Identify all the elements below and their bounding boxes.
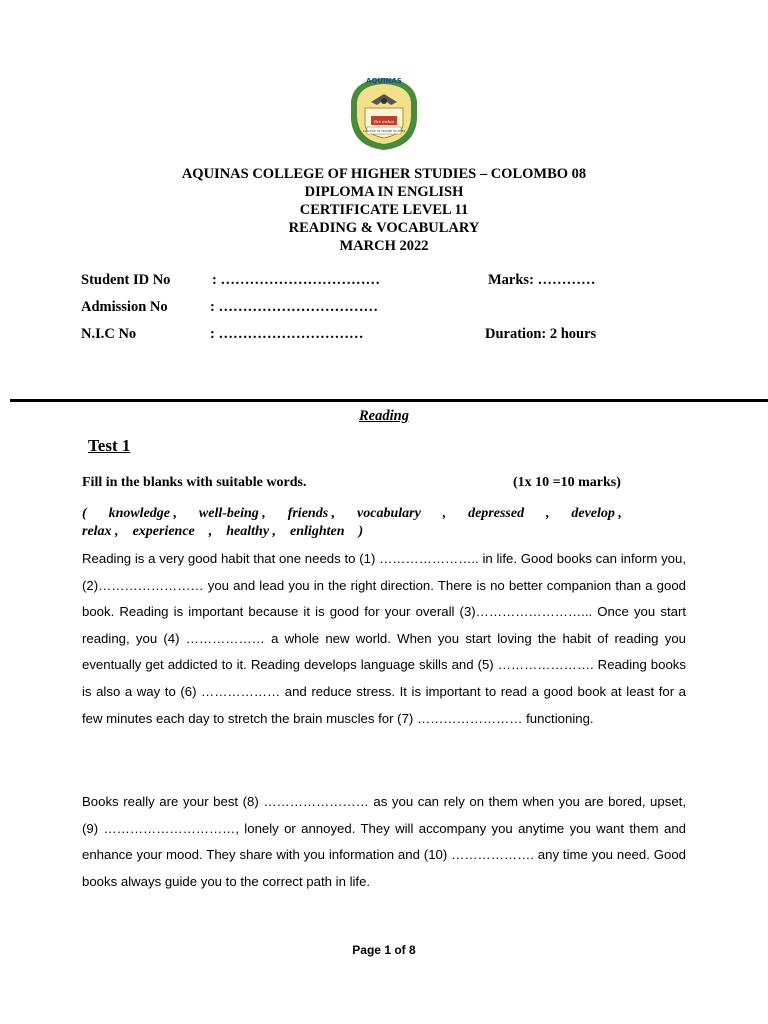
word-box xyxy=(82,505,622,541)
word-separator: , xyxy=(208,524,213,539)
word-item: develop , xyxy=(571,506,622,521)
admission-field[interactable]: : …………………………… xyxy=(210,299,378,315)
word-item: healthy , xyxy=(226,524,277,539)
word-box-line-2 xyxy=(82,523,622,541)
nic-field[interactable]: : ………………………… xyxy=(210,326,364,342)
word-item: depressed xyxy=(468,506,525,521)
section-title: Reading xyxy=(359,408,409,424)
crest-motto: Per ardua xyxy=(374,119,394,124)
word-separator: , xyxy=(545,506,550,521)
word-item: vocabulary xyxy=(357,506,421,521)
marks-allocation: (1x 10 =10 marks) xyxy=(513,475,621,490)
student-id-label: Student ID No xyxy=(81,272,171,288)
crest-bottom-text: COLLEGE OF HIGHER STUDIES xyxy=(362,129,406,133)
page-current: 1 xyxy=(384,943,391,957)
marks-field[interactable]: Marks: ………… xyxy=(488,272,596,288)
instruction: Fill in the blanks with suitable words. xyxy=(82,475,307,490)
document-header xyxy=(0,165,768,255)
page-total: 8 xyxy=(409,943,416,957)
reading-paragraph-2: Books really are your best (8) …………………… as you can rely on them when you are bored, upset,(9) …………………………, lonely or annoyed. They will accompany you anytime you want them and enhance your mood. They share with you information and (10) ………………. any time you need. Good books always guide you to the correct path in life. xyxy=(82,794,686,889)
page-of: of xyxy=(391,943,409,957)
subject-name: READING & VOCABULARY xyxy=(288,220,480,236)
duration-label: Duration: 2 hours xyxy=(485,326,597,342)
test-title: Test 1 xyxy=(88,436,131,455)
student-id-field[interactable]: : …………………………… xyxy=(212,272,380,288)
horizontal-divider xyxy=(10,399,768,402)
reading-paragraph-1: Reading is a very good habit that one needs to (1) ………………….. in life. Good books can inform you, (2)…………………… you and lead you in the right direction. There is no better companion than a good book. Reading is important because it is good for your overall (3)……………………... Once you start reading, you (4) ……………… a whole new world. When you start loving the habit of reading you eventually get addicted to it. Reading develops language skills and (5) …………………. Reading books is also a way to (6) ……………… and reduce stress. It is important to read a good book at least for a few minutes each day to stretch the brain muscles for (7) …………………… functioning. xyxy=(82,551,686,726)
page-prefix: Page xyxy=(352,943,385,957)
level-name: CERTIFICATE LEVEL 11 xyxy=(299,202,469,218)
word-box-open: ( xyxy=(82,506,87,521)
college-name: AQUINAS COLLEGE OF HIGHER STUDIES – COLOMBO 08 xyxy=(181,166,587,182)
page-footer xyxy=(0,943,768,957)
word-item: relax , xyxy=(82,524,119,539)
word-box-close: ) xyxy=(358,524,364,539)
college-crest-icon xyxy=(345,72,423,152)
admission-label: Admission No xyxy=(81,299,168,315)
word-item: enlighten xyxy=(290,524,345,539)
word-box-line-1 xyxy=(82,505,622,523)
program-name: DIPLOMA IN ENGLISH xyxy=(304,184,464,200)
word-item: experience xyxy=(132,524,195,539)
exam-date: MARCH 2022 xyxy=(339,238,429,254)
crest-top-text: AQUINAS xyxy=(366,77,402,85)
word-separator: , xyxy=(442,506,447,521)
word-item: well-being , xyxy=(198,506,266,521)
nic-label: N.I.C No xyxy=(81,326,137,342)
word-item: knowledge , xyxy=(108,506,178,521)
word-item: friends , xyxy=(287,506,336,521)
